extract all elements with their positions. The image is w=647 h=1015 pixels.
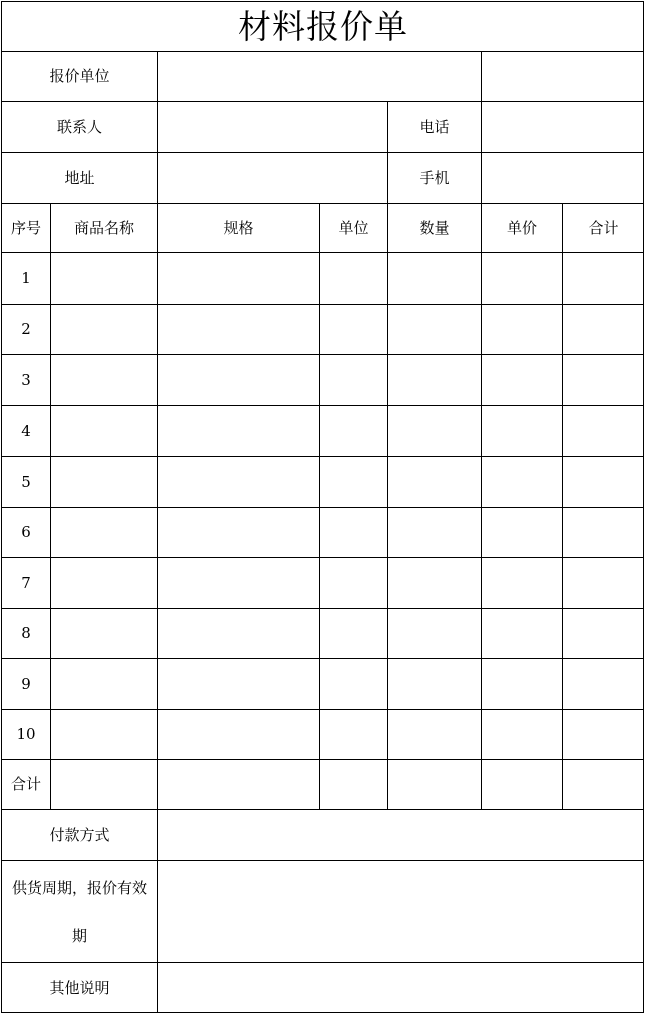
col-header-total: 合计	[588, 218, 619, 237]
row-number: 4	[21, 421, 31, 440]
row-number: 7	[21, 573, 31, 592]
row-number: 1	[21, 269, 31, 287]
row-number: 2	[21, 320, 31, 338]
row-number: 8	[21, 624, 31, 642]
col-header-unit: 单位	[338, 218, 369, 237]
col-header-index: 序号	[10, 218, 41, 237]
contact-label: 联系人	[56, 117, 102, 136]
row-number: 6	[21, 523, 31, 541]
quote-unit-label: 报价单位	[49, 67, 110, 85]
divider	[157, 809, 158, 1013]
form-title: 材料报价单	[238, 7, 408, 46]
divider	[481, 51, 482, 203]
divider	[387, 203, 388, 809]
divider	[481, 203, 482, 809]
divider	[1, 405, 644, 406]
divider	[1, 658, 644, 659]
other-notes-label: 其他说明	[49, 978, 110, 997]
supply-period-label	[2, 861, 157, 962]
col-header-product-name: 商品名称	[73, 218, 134, 237]
divider	[157, 51, 158, 203]
divider	[1, 456, 644, 457]
row-number: 10	[16, 725, 36, 743]
divider	[157, 203, 158, 809]
row-number: 5	[21, 472, 31, 491]
divider	[1, 252, 644, 253]
supply-period-label-line2: 期	[71, 926, 87, 945]
mobile-label: 手机	[419, 168, 450, 187]
divider	[1, 759, 644, 760]
col-header-quantity: 数量	[419, 218, 450, 237]
col-header-spec: 规格	[223, 218, 254, 237]
row-number: 9	[21, 674, 31, 693]
phone-label: 电话	[419, 117, 450, 136]
row-number: 3	[21, 370, 31, 389]
payment-method-label: 付款方式	[49, 825, 110, 844]
address-label: 地址	[64, 168, 95, 187]
supply-period-label-line1: 供货周期，报价有效	[11, 878, 147, 897]
total-row-label: 合计	[10, 775, 41, 793]
divider	[319, 203, 320, 809]
col-header-unit-price: 单价	[506, 218, 537, 237]
divider	[1, 557, 644, 558]
divider	[562, 203, 563, 809]
divider	[1, 304, 644, 305]
divider	[1, 709, 644, 710]
divider	[50, 203, 51, 809]
divider	[1, 354, 644, 355]
divider	[1, 507, 644, 508]
divider	[1, 608, 644, 609]
